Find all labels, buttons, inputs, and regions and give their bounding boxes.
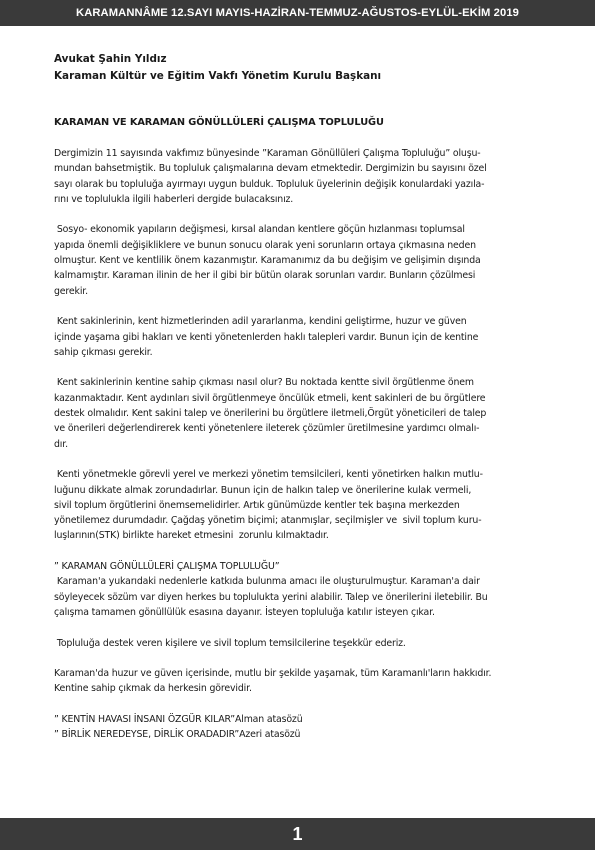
header-text: KARAMANNÂME 12.SAYI MAYIS-HAZİRAN-TEMMUZ-AĞUSTOS-EYLÜL-EKİM 2019	[76, 7, 519, 19]
paragraph: Dergimizin 11 sayısında vakfımız bünyesinde ”Karaman Gönüllüleri Çalışma Topluluğu” oluşu- mundan bahsetmiştik. Bu topluluk çalışmalarına devam etmektedir. Dergimizin bu sayısını özel sayı olarak bu topluluğa ayırmayı uygun bulduk. Topluluk üyelerinin değişik konulardaki yazıla- rını ve toplulukla ilgili haberleri dergide bulacaksınız.	[54, 148, 487, 205]
proverb: ” KENTİN HAVASI İNSANI ÖZGÜR KILAR”Alman atasözü	[54, 713, 303, 725]
article-body	[54, 146, 536, 743]
author-name: Avukat Şahin Yıldız	[54, 53, 167, 65]
page-header-banner	[0, 0, 595, 26]
paragraph: ” KARAMAN GÖNÜLLÜLERİ ÇALIŞMA TOPLULUĞU” Karaman'a yukarıdaki nedenlerle katkıda bulunma amacı ile oluşturulmuştur. Karaman'a dair söyleyecek sözüm var diyen herkes bu toplulukta yerini alabilir. Talep ve önerilerini iletebilir. Bu çalışma tamamen gönüllülük esasına dayanır. İsteyen topluluğa katılır isteyen çıkar.	[54, 561, 488, 618]
paragraph: Kent sakinlerinin, kent hizmetlerinden adil yararlanma, kendini geliştirme, huzur ve güven içinde yaşama gibi hakları ve kenti yönetenlerden haklı talepleri vardır. Bunun için de kentine sahip çıkması gerekir.	[54, 316, 479, 358]
paragraph: Sosyo- ekonomik yapıların değişmesi, kırsal alandan kentlere göçün hızlanması toplumsal yapıda önemli değişikliklere ve bunun sonucu olarak yeni sorunların ortaya çıkmasına neden olmuştur. Kent ve kentlilik önem kazanmıştır. Karamanımız da bu değişim ve gelişimin dışında kalmamıştır. Karaman ilinin de her il gibi bir bütün olarak sorunları vardır. Bunların çözülmesi gerekir.	[54, 224, 481, 297]
author-block	[54, 51, 381, 85]
page-number: 1	[292, 823, 303, 844]
paragraph: Kent sakinlerinin kentine sahip çıkması nasıl olur? Bu noktada kentte sivil örgütlenme önem kazanmaktadır. Kent aydınları sivil örgütlenmeye öncülük etmeli, kent sakinleri de bu örgütlere destek olmalıdır. Kent sakini talep ve önerilerini bu örgütlere iletmeli,Örgüt yöneticileri de talep ve önerileri değerlendirerek kenti yönetenlere ileterek çözümler üretilmesine yardımcı olmalı- dır.	[54, 377, 487, 450]
page-footer-banner	[0, 818, 595, 850]
author-role: Karaman Kültür ve Eğitim Vakfı Yönetim Kurulu Başkanı	[54, 70, 382, 82]
paragraph: Kenti yönetmekle görevli yerel ve merkezi yönetim temsilcileri, kenti yönetirken halkın mutlu- luğunu dikkate almak zorundadırlar. Bunun için de halkın talep ve önerilerine kulak vermeli, sivil toplum örgütlerini önemsemelidirler. Artık günümüzde kentler tek başına merkezden yönetilemez durumdadır. Çağdaş yönetim biçimi; atanmışlar, seçilmişler ve sivil toplum kuru- luşlarının(STK) birlikte hareket etmesini zorunlu kılmaktadır.	[54, 469, 483, 542]
article-title: KARAMAN VE KARAMAN GÖNÜLLÜLERİ ÇALIŞMA TOPLULUĞU	[54, 117, 384, 128]
paragraph: Topluluğa destek veren kişilere ve sivil toplum temsilcilerine teşekkür ederiz.	[54, 637, 406, 649]
paragraph: Karaman'da huzur ve güven içerisinde, mutlu bir şekilde yaşamak, tüm Karamanlı'ların hakkıdır. Kentine sahip çıkmak da herkesin görevidir.	[54, 668, 492, 695]
proverb: ” BİRLİK NEREDEYSE, DİRLİK ORADADIR”Azeri atasözü	[54, 729, 301, 741]
